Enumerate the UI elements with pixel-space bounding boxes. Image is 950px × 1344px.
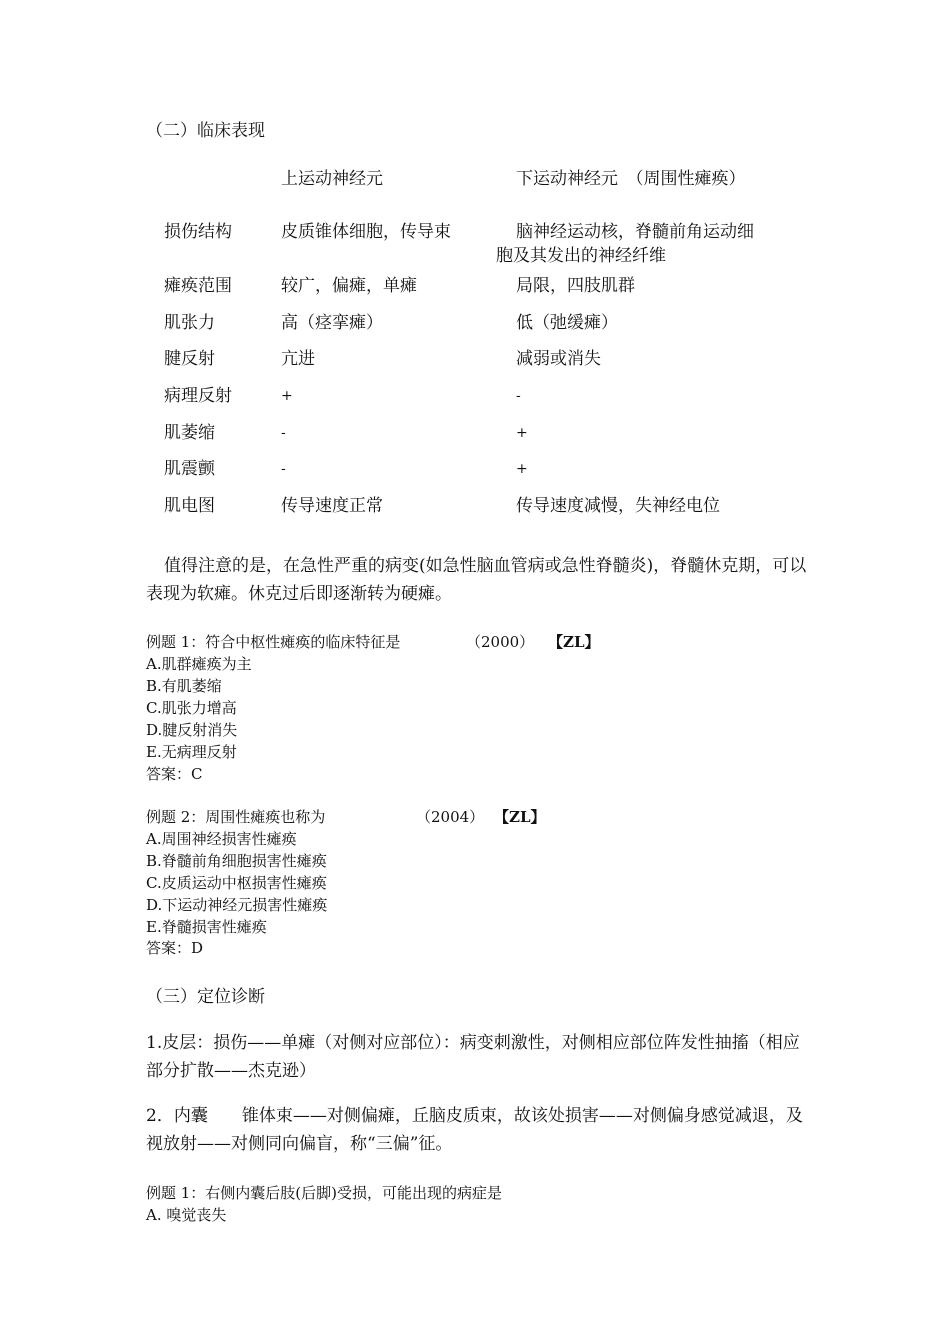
upper-cell: +	[281, 388, 293, 404]
column-header-lower: 下运动神经元 （周围性瘫痪）	[516, 169, 746, 189]
row-label: 肌震颤	[164, 459, 215, 479]
option-item: D.下运动神经元损害性瘫痪	[146, 896, 328, 914]
upper-cell: -	[281, 461, 286, 477]
option-item: A.周围神经损害性瘫痪	[146, 830, 297, 848]
lower-cell: +	[516, 425, 528, 441]
row-label: 损伤结构	[164, 222, 232, 242]
row-label: 肌电图	[164, 496, 215, 516]
row-label: 病理反射	[164, 386, 232, 406]
lower-cell: 减弱或消失	[516, 349, 601, 369]
lower-cell: +	[516, 461, 528, 477]
question-year: （2000）	[466, 633, 535, 651]
option-item: A.肌群瘫痪为主	[146, 655, 252, 673]
lower-cell: 传导速度减慢，失神经电位	[516, 496, 720, 516]
diagnosis-item-cortex: 1.皮层：损伤——单瘫（对侧对应部位）：病变刺激性，对侧相应部位阵发性抽搐（相应部分扩散——杰克逊）	[146, 1033, 800, 1081]
diagnosis-item-internal-capsule: 2．内囊 锥体束——对侧偏瘫，丘脑皮质束，故该处损害——对侧偏身感觉减退，及视放射——对侧同向偏盲，称“三偏”征。	[146, 1106, 803, 1154]
upper-cell: 较广，偏瘫，单瘫	[281, 276, 417, 296]
question-text: 例题 2：周围性瘫痪也称为	[146, 808, 326, 826]
question-text: 例题 1：符合中枢性瘫痪的临床特征是	[146, 633, 401, 651]
answer-text: 答案：D	[146, 939, 204, 957]
question-tag: 【ZL】	[548, 633, 600, 651]
option-item: C.皮质运动中枢损害性瘫痪	[146, 874, 327, 892]
row-label: 瘫痪范围	[164, 276, 232, 296]
lower-cell: 低（弛缓瘫）	[516, 313, 618, 333]
row-label: 腱反射	[164, 349, 215, 369]
upper-cell: -	[281, 425, 286, 441]
note-paragraph: 值得注意的是，在急性严重的病变(如急性脑血管病或急性脊髓炎)，脊髓休克期，可以表现为软瘫。休克过后即逐渐转为硬瘫。	[146, 556, 807, 604]
section-heading: （二）临床表现	[146, 121, 265, 141]
upper-cell: 高（痉挛瘫）	[281, 313, 383, 333]
upper-cell: 皮质锥体细胞，传导束	[281, 222, 451, 242]
option-item: B.脊髓前角细胞损害性瘫痪	[146, 852, 327, 870]
answer-text: 答案：C	[146, 765, 203, 783]
lower-cell: 局限，四肢肌群	[516, 276, 635, 296]
upper-cell: 亢进	[281, 349, 315, 369]
option-item: C.肌张力增高	[146, 699, 237, 717]
question-tag: 【ZL】	[494, 808, 546, 826]
row-label: 肌萎缩	[164, 423, 215, 443]
lower-cell: -	[516, 388, 521, 404]
option-item: B.有肌萎缩	[146, 677, 222, 695]
lower-cell: 脑神经运动核，脊髓前角运动细胞及其发出的神经纤维	[496, 222, 754, 266]
option-item: D.腱反射消失	[146, 721, 238, 739]
question-year: （2004）	[416, 808, 485, 826]
option-item: A. 嗅觉丧失	[146, 1206, 227, 1224]
section-heading: （三）定位诊断	[146, 987, 265, 1007]
option-item: E.脊髓损害性瘫痪	[146, 918, 267, 936]
option-item: E.无病理反射	[146, 743, 237, 761]
upper-cell: 传导速度正常	[281, 496, 383, 516]
question-text: 例题 1：右侧内囊后肢(后脚)受损，可能出现的病症是	[146, 1184, 503, 1202]
column-header-upper: 上运动神经元	[281, 169, 383, 189]
row-label: 肌张力	[164, 313, 215, 333]
